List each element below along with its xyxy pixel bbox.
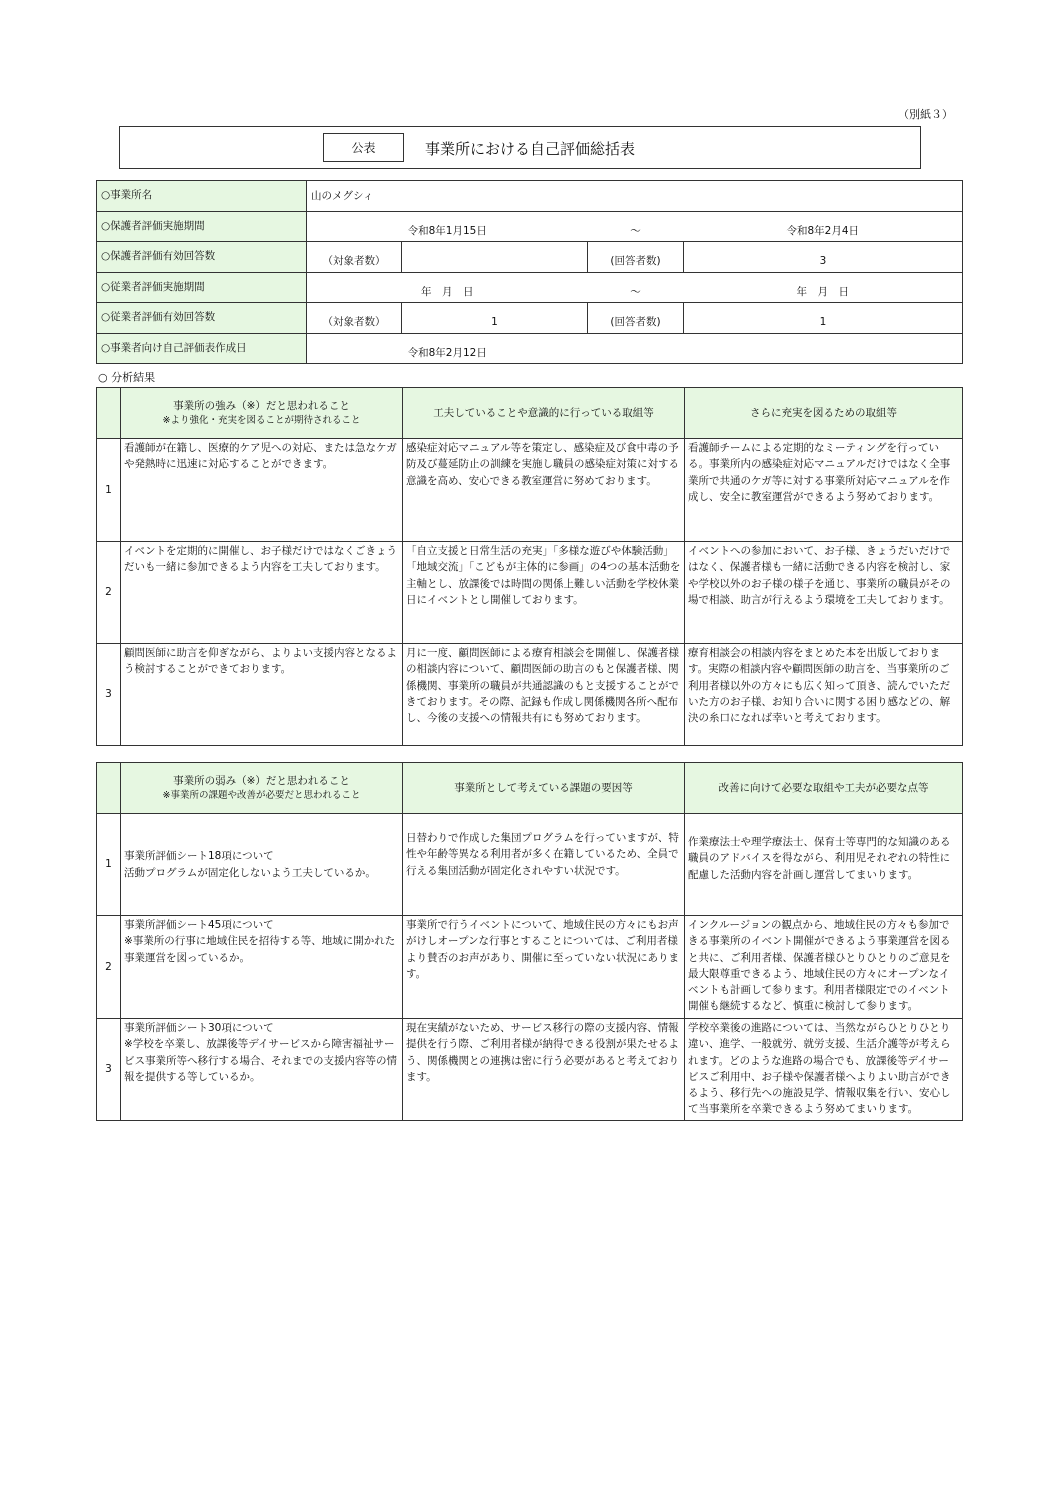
- effort-cell: 感染症対応マニュアル等を策定し、感染症及び食中毒の予防及び蔓延防止の訓練を実施し職員の感染症対策に対する意識を高め、安心できる教室運営に努めております。: [403, 439, 685, 542]
- weakness-cell: [121, 916, 403, 1019]
- strength-cell: 看護師が在籍し、医療的ケア児への対応、または急なケガや発熱時に迅速に対応することができます。: [121, 439, 403, 542]
- guardian-target-value: [402, 242, 588, 273]
- table-row: [97, 439, 963, 542]
- improvement-cell: インクルージョンの観点から、地域住民の方々も参加できる事業所のイベント開催ができるよう事業運営を図ると共に、ご利用者様、保護者様ひとりひとりのご意見を最大限尊重できるよう、地域住民の方々にオープンなイベントも計画して参ります。利用者様限定でのイベント開催も継続するなど、慎重に検討して参ります。: [685, 916, 963, 1019]
- row-number: 3: [97, 644, 121, 746]
- strengths-header-col3: さらに充実を図るための取組等: [685, 388, 963, 439]
- improvement-cell: 作業療法士や理学療法士、保育士等専門的な知識のある職員のアドバイスを得ながら、利用児それぞれの特性に配慮した活動内容を計画し運営してまいります。: [685, 814, 963, 916]
- strengths-header-col2: 工夫していることや意識的に行っている取組等: [403, 388, 685, 439]
- weaknesses-header-main: 事業所の弱み（※）だと思われること: [173, 774, 350, 787]
- weakness-item-detail: ※事業所の行事に地域住民を招待する等、地域に開かれた事業運営を図っているか。: [124, 935, 396, 964]
- enhancement-cell: イベントへの参加において、お子様、きょうだいだけではなく、保護者様も一緒に活動できる内容を検討し、家や学校以外のお子様の様子を通じ、事業所の職員がその場で相談、助言が行えるよう環境を工夫しております。: [685, 542, 963, 644]
- staff-target-value: 1: [402, 303, 588, 334]
- table-row: [97, 1019, 963, 1121]
- cause-cell: 現在実績がないため、サービス移行の際の支援内容、情報提供を行う際、ご利用者様が納得できる役割が果たせるよう、関係機関との連携は密に行う必要があると考えております。: [403, 1019, 685, 1121]
- page-title: 事業所における自己評価総括表: [425, 140, 636, 158]
- staff-target-label: （対象者数）: [307, 303, 402, 334]
- facility-info-table: [96, 180, 963, 364]
- staff-response-label: (回答者数): [588, 303, 684, 334]
- strengths-header-sub: ※より強化・充実を図ることが期待されること: [162, 414, 361, 426]
- weakness-item-title: 事業所評価シート30項について: [124, 1022, 274, 1034]
- effort-cell: 月に一度、顧問医師による療育相談会を開催し、保護者様の相談内容について、顧問医師の助言のもと保護者様、関係機関、事業所の職員が共通認識のもと支援することができております。その際、記録も作成し関係機関各所へ配布し、今後の支援への情報共有にも努めております。: [403, 644, 685, 746]
- facility-value: 山のメグシィ: [307, 181, 963, 212]
- facility-label: ○事業所名: [97, 181, 307, 212]
- guardian-count-label: ○保護者評価有効回答数: [97, 242, 307, 273]
- attachment-note: （別紙３）: [898, 108, 953, 121]
- staff-period-sep: ～: [588, 272, 684, 303]
- weakness-cell: [121, 814, 403, 916]
- title-frame: [119, 126, 921, 169]
- header-num-cell: [97, 388, 121, 439]
- weaknesses-header-sub: ※事業所の課題や改善が必要だと思われること: [162, 789, 361, 801]
- row-number: 1: [97, 814, 121, 916]
- enhancement-cell: 看護師チームによる定期的なミーティングを行っている。事業所内の感染症対応マニュアルだけではなく全事業所で共通のケガ等に対する事業所対応マニュアルを作成し、安全に教室運営ができるよう努めております。: [685, 439, 963, 542]
- guardian-response-value: 3: [684, 242, 963, 273]
- guardian-target-label: （対象者数）: [307, 242, 402, 273]
- staff-period-start: 年 月 日: [307, 272, 588, 303]
- self-eval-date-blank: [588, 333, 963, 364]
- strengths-header: [121, 388, 403, 439]
- self-eval-date-label: ○事業者向け自己評価表作成日: [97, 333, 307, 364]
- weaknesses-header-col2: 事業所として考えている課題の要因等: [403, 763, 685, 814]
- staff-period-label: ○従業者評価実施期間: [97, 272, 307, 303]
- enhancement-cell: 療育相談会の相談内容をまとめた本を出版しております。実際の相談内容や顧問医師の助言を、当事業所のご利用者様以外の方々にも広く知って頂き、読んでいただいた方のお子様、お知り合いに関する困り感などの、解決の糸口になれば幸いと考えております。: [685, 644, 963, 746]
- staff-count-label: ○従業者評価有効回答数: [97, 303, 307, 334]
- table-row: [97, 916, 963, 1019]
- table-row: [97, 542, 963, 644]
- row-number: 2: [97, 542, 121, 644]
- guardian-period-sep: ～: [588, 211, 684, 242]
- weakness-cell: [121, 1019, 403, 1121]
- weakness-item-title: 事業所評価シート45項について: [124, 919, 274, 931]
- strength-cell: 顧問医師に助言を仰ぎながら、よりよい支援内容となるよう検討することができております。: [121, 644, 403, 746]
- weakness-item-detail: ※学校を卒業し、放課後等デイサービスから障害福祉サービス事業所等へ移行する場合、それまでの支援内容等の情報を提供する等しているか。: [124, 1038, 397, 1083]
- improvement-cell: 学校卒業後の進路については、当然ながらひとりひとり違い、進学、一般就労、就労支援、生活介護等が考えられます。どのような進路の場合でも、放課後等デイサービスご利用中、お子様や保護者様へよりよい助言ができるよう、移行先への施設見学、情報収集を行い、安心して当事業所を卒業できるよう努めてまいります。: [685, 1019, 963, 1121]
- staff-period-end: 年 月 日: [684, 272, 963, 303]
- header-num-cell: [97, 763, 121, 814]
- guardian-period-label: ○保護者評価実施期間: [97, 211, 307, 242]
- table-row: [97, 814, 963, 916]
- weaknesses-header: [121, 763, 403, 814]
- row-number: 3: [97, 1019, 121, 1121]
- cause-cell: 日替わりで作成した集団プログラムを行っていますが、特性や年齢等異なる利用者が多く在籍しているため、全員で行える集団活動が固定化されやすい状況です。: [403, 814, 685, 916]
- table-row: [97, 644, 963, 746]
- self-eval-date-value: 令和8年2月12日: [307, 333, 588, 364]
- guardian-response-label: (回答者数): [588, 242, 684, 273]
- strengths-table: [96, 387, 963, 746]
- public-badge: 公表: [323, 133, 404, 162]
- weaknesses-table: [96, 762, 963, 1121]
- effort-cell: 「自立支援と日常生活の充実」「多様な遊びや体験活動」「地域交流」「こどもが主体的に参画」の4つの基本活動を主軸とし、放課後では時間の関係上難しい活動を学校休業日にイベントとし開催しております。: [403, 542, 685, 644]
- row-number: 2: [97, 916, 121, 1019]
- guardian-period-start: 令和8年1月15日: [307, 211, 588, 242]
- guardian-period-end: 令和8年2月4日: [684, 211, 963, 242]
- weakness-item-detail: 活動プログラムが固定化しないよう工夫しているか。: [124, 866, 376, 879]
- staff-response-value: 1: [684, 303, 963, 334]
- strengths-header-main: 事業所の強み（※）だと思われること: [173, 399, 350, 412]
- row-number: 1: [97, 439, 121, 542]
- analysis-label: ○ 分析結果: [98, 371, 156, 384]
- strength-cell: イベントを定期的に開催し、お子様だけではなくごきょうだいも一緒に参加できるよう内容を工夫しております。: [121, 542, 403, 644]
- weakness-item-title: 事業所評価シート18項について: [124, 850, 274, 863]
- weaknesses-header-col3: 改善に向けて必要な取組や工夫が必要な点等: [685, 763, 963, 814]
- cause-cell: 事業所で行うイベントについて、地域住民の方々にもお声がけしオープンな行事とすることについては、ご利用者様より賛否のお声があり、開催に至っていない状況にあります。: [403, 916, 685, 1019]
